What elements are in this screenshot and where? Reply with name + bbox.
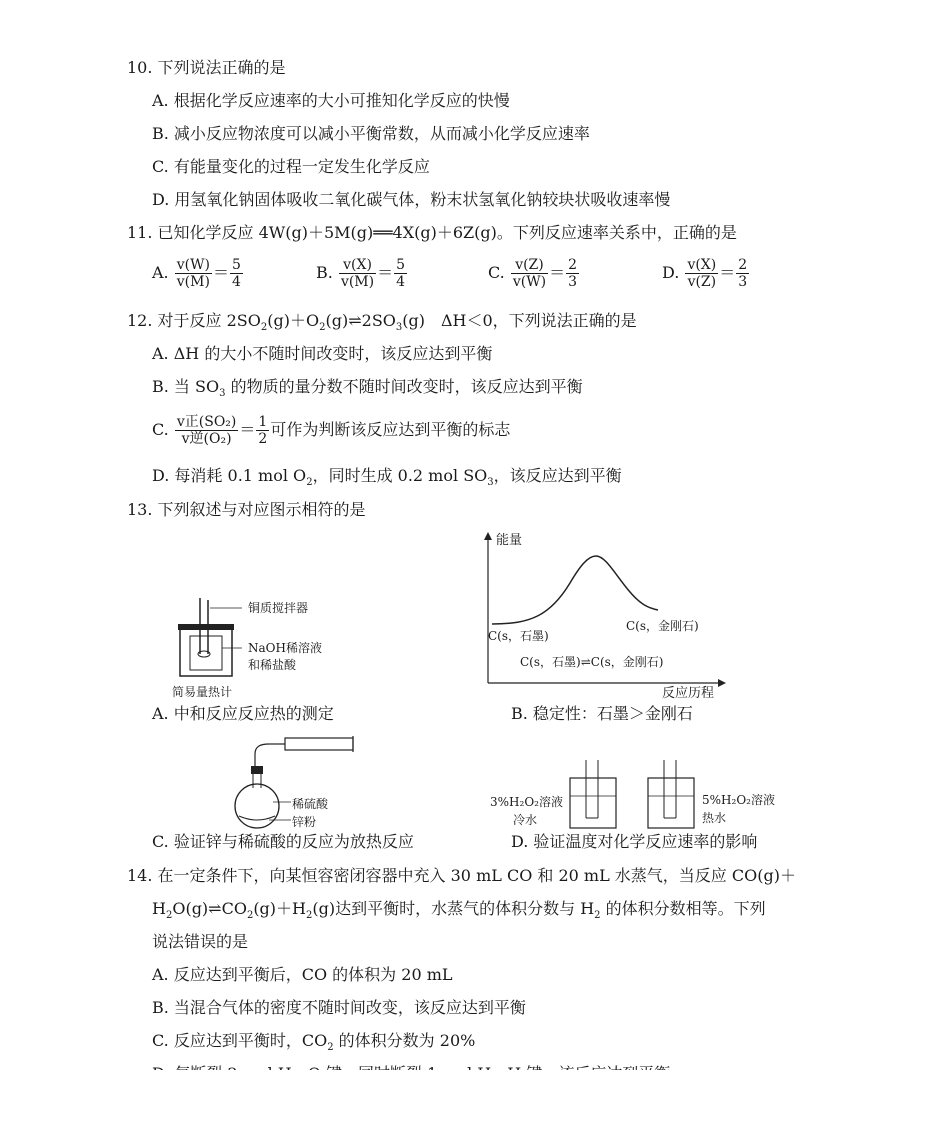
q11-option-b: B. $\frac{v(X)}{v(M)}$ ＝ $\frac{5}{4}$ xyxy=(316,257,406,290)
graphite-diamond-equation: C(s，石墨)⇌C(s，金刚石) xyxy=(520,655,664,669)
cold-water-label: 冷水 xyxy=(513,813,538,827)
dilute-acid-label: 稀硫酸 xyxy=(292,797,329,811)
page-cutoff xyxy=(0,1070,950,1137)
q12-option-b: B. 当 $SO_3$ 的物质的量分数不随时间改变时，该反应达到平衡 xyxy=(152,377,583,400)
solution-label-2: 和稀盐酸 xyxy=(248,658,297,672)
q10-option-d: D. 用氢氧化钠固体吸收二氧化碳气体，粉末状氢氧化钠较块状吸收速率慢 xyxy=(152,190,671,209)
diamond-label: C(s，金刚石) xyxy=(626,619,699,633)
q12-stem: 12. 对于反应 $2SO_2(g)+O_2(g)\rightleftharpoons 2SO_3(g)$ ΔH＜0，下列说法正确的是 xyxy=(127,311,637,334)
q14-option-b: B. 当混合气体的密度不随时间改变，该反应达到平衡 xyxy=(152,998,526,1017)
fig-c-caption: C. 验证锌与稀硫酸的反应为放热反应 xyxy=(152,832,414,851)
q12-option-d: D. 每消耗 0.1 mol $O_2$，同时生成 0.2 mol $SO_3$，该反应达到平衡 xyxy=(152,466,622,489)
q10-option-c: C. 有能量变化的过程一定发生化学反应 xyxy=(152,157,430,176)
q13-stem: 13. 下列叙述与对应图示相符的是 xyxy=(127,500,366,519)
left-solution-label: 3%H₂O₂溶液 xyxy=(490,795,563,809)
right-solution-label: 5%H₂O₂溶液 xyxy=(702,793,775,807)
beakers-figure xyxy=(560,758,710,832)
q11-stem: 11. 已知化学反应 4W(g)＋5M(g)══4X(g)＋6Z(g)。下列反应速率关系中，正确的是 xyxy=(127,223,737,242)
calorimeter-label: 简易量热计 xyxy=(172,685,233,699)
q12-option-a: A. ΔH 的大小不随时间改变时，该反应达到平衡 xyxy=(152,344,493,363)
q10-stem: 10. 下列说法正确的是 xyxy=(127,58,286,77)
fig-d-caption: D. 验证温度对化学反应速率的影响 xyxy=(511,832,758,851)
q10-option-a: A. 根据化学反应速率的大小可推知化学反应的快慢 xyxy=(152,91,510,110)
q14-line-1: 14. 在一定条件下，向某恒容密闭容器中充入 30 mL CO 和 20 mL 水蒸气，当反应 CO(g)＋ xyxy=(127,866,796,885)
solution-label-1: NaOH稀溶液 xyxy=(248,641,322,655)
q14-line-3: 说法错误的是 xyxy=(152,932,249,951)
q10-option-b: B. 减小反应物浓度可以减小平衡常数，从而减小化学反应速率 xyxy=(152,124,590,143)
reaction-path-label: 反应历程 xyxy=(662,686,715,701)
q14-option-a: A. 反应达到平衡后，CO 的体积为 20 mL xyxy=(152,965,453,984)
energy-axis-label: 能量 xyxy=(496,533,523,548)
fig-b-caption: B. 稳定性：石墨＞金刚石 xyxy=(511,704,693,723)
q11-option-d: D. $\frac{v(X)}{v(Z)}$ ＝ $\frac{2}{3}$ xyxy=(662,257,748,290)
q11-option-c: C. $\frac{v(Z)}{v(W)}$ ＝ $\frac{2}{3}$ xyxy=(488,257,578,290)
q14-option-c: C. 反应达到平衡时，$CO_2$ 的体积分数为 20% xyxy=(152,1031,476,1054)
stirrer-label: 铜质搅拌器 xyxy=(248,601,309,615)
q11-option-a: A. $\frac{v(W)}{v(M)}$ ＝ $\frac{5}{4}$ xyxy=(152,257,241,290)
q12-option-c: C. $\frac{\text{v正(SO₂)}}{\text{v逆(O₂)}}$ ＝ $\frac{1}{2}$ 可作为判断该反应达到平衡的标志 xyxy=(152,414,511,447)
graphite-label: C(s，石墨) xyxy=(488,629,549,643)
hot-water-label: 热水 xyxy=(702,811,727,825)
fig-a-caption: A. 中和反应反应热的测定 xyxy=(152,704,334,723)
zinc-label: 锌粉 xyxy=(292,815,317,829)
q14-line-2: $H_2O(g)\rightleftharpoons CO_2(g)+H_2(g)$达到平衡时，水蒸气的体积分数与 $H_2$ 的体积分数相等。下列 xyxy=(152,899,766,922)
